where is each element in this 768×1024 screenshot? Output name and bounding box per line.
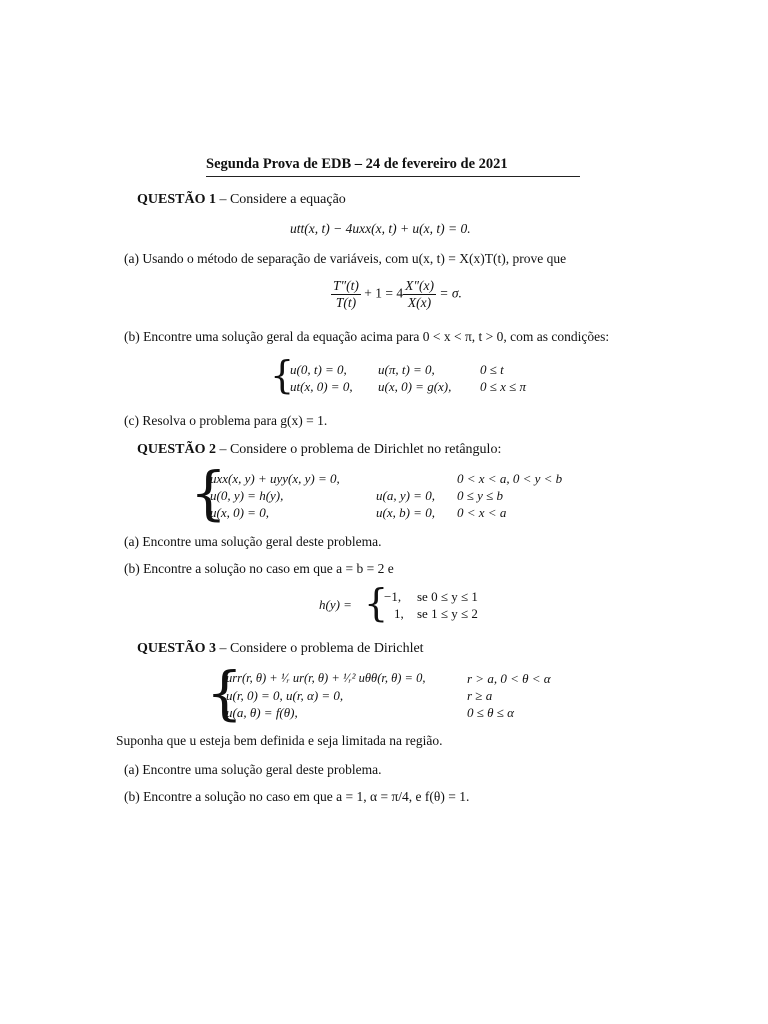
question-2-label: QUESTÃO 2: [137, 442, 216, 457]
brace-left: {: [206, 659, 243, 727]
q1-bc-row2-c3: 0 ≤ x ≤ π: [480, 379, 527, 394]
q2-system-row1-c3: 0 < x < a, 0 < y < b: [457, 471, 563, 486]
q2-system-row3-c1: u(x, 0) = 0,: [210, 505, 269, 520]
q3-system-row1-c1: urr(r, θ) + ¹⁄ᵣ ur(r, θ) + ¹⁄ᵣ² uθθ(r, θ) = 0,: [226, 671, 426, 685]
fraction-x: [403, 278, 436, 311]
q1-bc-row1-c3: 0 ≤ t: [480, 362, 504, 377]
brace-left: {: [270, 353, 295, 397]
question-1-part-b: (b) Encontre uma solução geral da equação acima para 0 < x < π, t > 0, com as condições:: [124, 329, 610, 344]
q1-bc-row2-c2: u(x, 0) = g(x),: [378, 379, 452, 394]
fraction-t-numerator: T″(t): [333, 278, 359, 293]
q2-system-row2-c3: 0 ≤ y ≤ b: [457, 488, 504, 503]
h-case2-value: 1,: [394, 606, 404, 621]
question-1-label: QUESTÃO 1: [137, 192, 216, 207]
question-1-intro: – Considere a equação: [215, 192, 346, 207]
question-3-part-a: (a) Encontre uma solução geral deste problema.: [124, 762, 382, 777]
h-case1-condition: se 0 ≤ y ≤ 1: [417, 589, 478, 604]
q3-system-row1-c2: r > a, 0 < θ < α: [467, 671, 551, 686]
h-case2-condition: se 1 ≤ y ≤ 2: [417, 606, 478, 621]
question-1-part-a-identity: [331, 278, 462, 311]
q1-bc-row2-c1: ut(x, 0) = 0,: [290, 379, 353, 394]
q3-system-row3-c2: 0 ≤ θ ≤ α: [467, 705, 514, 720]
title-underline: [206, 176, 580, 177]
q3-system-row2-c2: r ≥ a: [467, 688, 493, 703]
q2-system-row2-c1: u(0, y) = h(y),: [210, 488, 284, 503]
q1-bc-row1-c1: u(0, t) = 0,: [290, 362, 347, 377]
fraction-x-denominator: X(x): [407, 295, 432, 310]
page-title: Segunda Prova de EDB – 24 de fevereiro de 2021: [206, 156, 508, 172]
q2-system-row1-c1: uxx(x, y) + uyy(x, y) = 0,: [210, 471, 340, 486]
h-case1-value: −1,: [384, 589, 402, 604]
question-2-part-b: (b) Encontre a solução no caso em que a = b = 2 e: [124, 561, 394, 576]
question-3-note: Suponha que u esteja bem definida e seja limitada na região.: [116, 733, 443, 748]
q1-bc-row1-c2: u(π, t) = 0,: [378, 362, 435, 377]
question-1-part-a: (a) Usando o método de separação de variáveis, com u(x, t) = X(x)T(t), prove que: [124, 251, 567, 266]
question-2-heading: [137, 442, 501, 458]
question-1-heading: [137, 192, 346, 208]
question-1-equation: utt(x, t) − 4uxx(x, t) + u(x, t) = 0.: [290, 221, 471, 236]
identity-end: = σ.: [439, 285, 462, 301]
q2-system-row3-c3: 0 < x < a: [457, 505, 507, 520]
brace-left: {: [190, 459, 227, 527]
h-definition-lhs: h(y) =: [319, 597, 352, 612]
question-1-part-c: (c) Resolva o problema para g(x) = 1.: [124, 413, 328, 428]
fraction-t-denominator: T(t): [335, 295, 357, 310]
question-3-label: QUESTÃO 3: [137, 641, 216, 656]
question-2-intro: – Considere o problema de Dirichlet no retângulo:: [215, 442, 502, 457]
fraction-t: [331, 278, 361, 311]
brace-left: {: [364, 581, 389, 625]
identity-middle: + 1 = 4: [364, 285, 404, 301]
question-3-heading: [137, 641, 424, 657]
q2-system-row3-c2: u(x, b) = 0,: [376, 505, 435, 520]
q3-system-row3-c1: u(a, θ) = f(θ),: [226, 705, 298, 720]
question-3-intro: – Considere o problema de Dirichlet: [215, 641, 424, 656]
q2-system-row2-c2: u(a, y) = 0,: [376, 488, 435, 503]
q3-system-row2-c1: u(r, 0) = 0, u(r, α) = 0,: [226, 688, 344, 703]
fraction-x-numerator: X″(x): [405, 278, 434, 293]
question-2-part-a: (a) Encontre uma solução geral deste problema.: [124, 534, 382, 549]
question-3-part-b: (b) Encontre a solução no caso em que a = 1, α = π/4, e f(θ) = 1.: [124, 789, 470, 804]
